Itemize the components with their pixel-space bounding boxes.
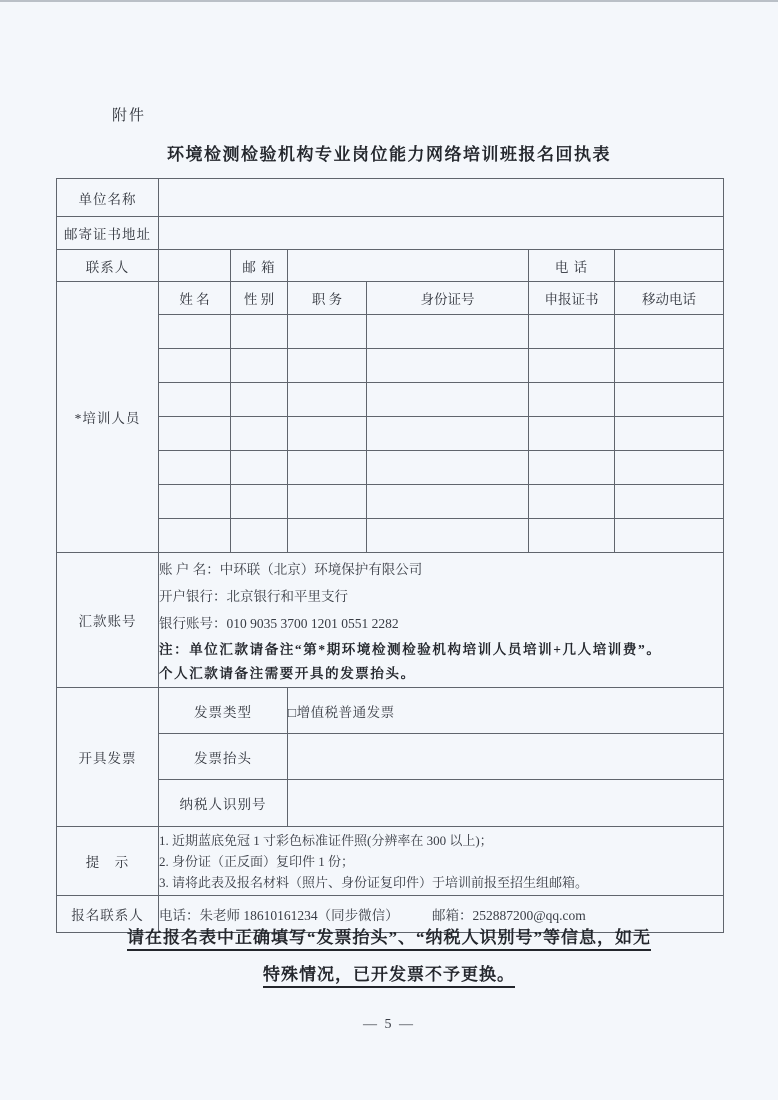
registration-contact-label: 报名联系人 xyxy=(57,896,159,933)
trainee-entry-cell xyxy=(529,383,615,417)
remittance-row xyxy=(57,553,724,688)
form-table-body xyxy=(57,179,724,933)
mailing-address-value-cell xyxy=(159,217,724,250)
tips-item-1: 1. 近期蓝底免冠 1 寸彩色标准证件照(分辨率在 300 以上)； xyxy=(159,832,493,848)
trainee-entry-cell xyxy=(288,451,367,485)
page-title: 环境检测检验机构专业岗位能力网络培训班报名回执表 xyxy=(167,145,611,164)
invoice-title-label: 发票抬头 xyxy=(159,734,288,780)
invoice-type-label: 发票类型 xyxy=(159,688,288,734)
trainee-entry-cell xyxy=(159,315,231,349)
page-number: — 5 — xyxy=(363,1017,415,1032)
remittance-account-name: 账 户 名：中环联（北京）环境保护有限公司 xyxy=(159,561,423,577)
trainee-entry-cell xyxy=(231,315,288,349)
trainee-col-certificate: 申报证书 xyxy=(529,282,615,315)
tips-row xyxy=(57,827,724,896)
trainee-entry-cell xyxy=(367,315,529,349)
trainee-entry-cell xyxy=(288,519,367,553)
trainee-entry-cell xyxy=(615,315,724,349)
trainee-entry-cell xyxy=(615,349,724,383)
trainee-col-gender: 性 别 xyxy=(231,282,288,315)
trainee-entry-cell xyxy=(615,485,724,519)
trainee-col-name: 姓 名 xyxy=(159,282,231,315)
trainee-entry-cell xyxy=(367,519,529,553)
email-value-cell xyxy=(288,250,529,282)
trainee-header-row xyxy=(57,282,724,315)
registration-contact-phone: 电话：朱老师 18610161234（同步微信） xyxy=(159,908,399,923)
trainee-entry-cell xyxy=(159,383,231,417)
unit-name-label: 单位名称 xyxy=(57,179,159,217)
remittance-note-line1: 注：单位汇款请备注“第*期环境检测检验机构培训人员培训+几人培训费”。 xyxy=(159,641,662,657)
trainee-entry-cell xyxy=(529,349,615,383)
trainee-entry-cell xyxy=(159,349,231,383)
remittance-details-cell xyxy=(159,553,724,688)
trainee-col-position: 职 务 xyxy=(288,282,367,315)
phone-label: 电 话 xyxy=(529,250,615,282)
trainee-entry-cell xyxy=(529,485,615,519)
tips-item-2: 2. 身份证（正反面）复印件 1 份； xyxy=(159,853,355,869)
trainee-entry-cell xyxy=(367,485,529,519)
invoice-type-row xyxy=(57,688,724,734)
trainee-entry-cell xyxy=(529,417,615,451)
trainee-entry-cell xyxy=(367,417,529,451)
invoice-title-value-cell xyxy=(288,734,724,780)
unit-name-value-cell xyxy=(159,179,724,217)
trainee-entry-cell xyxy=(231,417,288,451)
trainee-entry-cell xyxy=(367,383,529,417)
trainee-entry-cell xyxy=(615,451,724,485)
mailing-address-label: 邮寄证书地址 xyxy=(57,217,159,250)
trainee-entry-cell xyxy=(159,485,231,519)
trainee-entry-cell xyxy=(529,451,615,485)
trainee-entry-cell xyxy=(615,383,724,417)
trainee-entry-cell xyxy=(288,485,367,519)
trainee-entry-cell xyxy=(288,383,367,417)
tips-content-cell xyxy=(159,827,724,896)
trainee-entry-cell xyxy=(288,315,367,349)
attachment-label: 附件 xyxy=(112,108,147,124)
scan-artifact-top-edge xyxy=(0,0,778,2)
trainee-entry-cell xyxy=(288,417,367,451)
tips-item-3: 3. 请将此表及报名材料（照片、身份证复印件）于培训前报至招生组邮箱。 xyxy=(159,874,589,890)
trainee-entry-cell xyxy=(367,451,529,485)
trainee-col-mobile: 移动电话 xyxy=(615,282,724,315)
remittance-account-number: 银行账号：010 9035 3700 1201 0551 2282 xyxy=(159,615,399,631)
trainees-label: *培训人员 xyxy=(57,282,159,553)
trainee-entry-cell xyxy=(288,349,367,383)
trainee-entry-cell xyxy=(159,519,231,553)
invoice-label: 开具发票 xyxy=(57,688,159,827)
trainee-entry-cell xyxy=(231,485,288,519)
invoice-type-value: □增值税普通发票 xyxy=(288,688,724,734)
trainee-entry-cell xyxy=(615,519,724,553)
tips-label: 提 示 xyxy=(57,827,159,896)
remittance-note-line2: 个人汇款请备注需要开具的发票抬头。 xyxy=(159,665,416,681)
trainee-entry-cell xyxy=(159,451,231,485)
trainee-entry-cell xyxy=(231,349,288,383)
contact-row xyxy=(57,250,724,282)
email-label: 邮 箱 xyxy=(231,250,288,282)
trainee-entry-cell xyxy=(231,451,288,485)
registration-contact-email: 邮箱：252887200@qq.com xyxy=(432,908,586,923)
trainee-entry-cell xyxy=(529,315,615,349)
trainee-entry-cell xyxy=(231,519,288,553)
trainee-entry-cell xyxy=(529,519,615,553)
invoice-warning-line2: 特殊情况，已开发票不予更换。 xyxy=(263,965,515,984)
trainee-entry-cell xyxy=(367,349,529,383)
phone-value-cell xyxy=(615,250,724,282)
trainee-entry-cell xyxy=(159,417,231,451)
taxpayer-id-value-cell xyxy=(288,780,724,827)
unit-name-row xyxy=(57,179,724,217)
taxpayer-id-label: 纳税人识别号 xyxy=(159,780,288,827)
remittance-label: 汇款账号 xyxy=(57,553,159,688)
remittance-bank: 开户银行：北京银行和平里支行 xyxy=(159,588,348,604)
trainee-col-id-number: 身份证号 xyxy=(367,282,529,315)
contact-value-cell xyxy=(159,250,231,282)
registration-form-table xyxy=(56,178,724,933)
contact-label: 联系人 xyxy=(57,250,159,282)
trainee-entry-cell xyxy=(615,417,724,451)
mailing-address-row xyxy=(57,217,724,250)
trainee-entry-cell xyxy=(231,383,288,417)
invoice-warning-line1: 请在报名表中正确填写“发票抬头”、“纳税人识别号”等信息，如无 xyxy=(127,928,651,947)
